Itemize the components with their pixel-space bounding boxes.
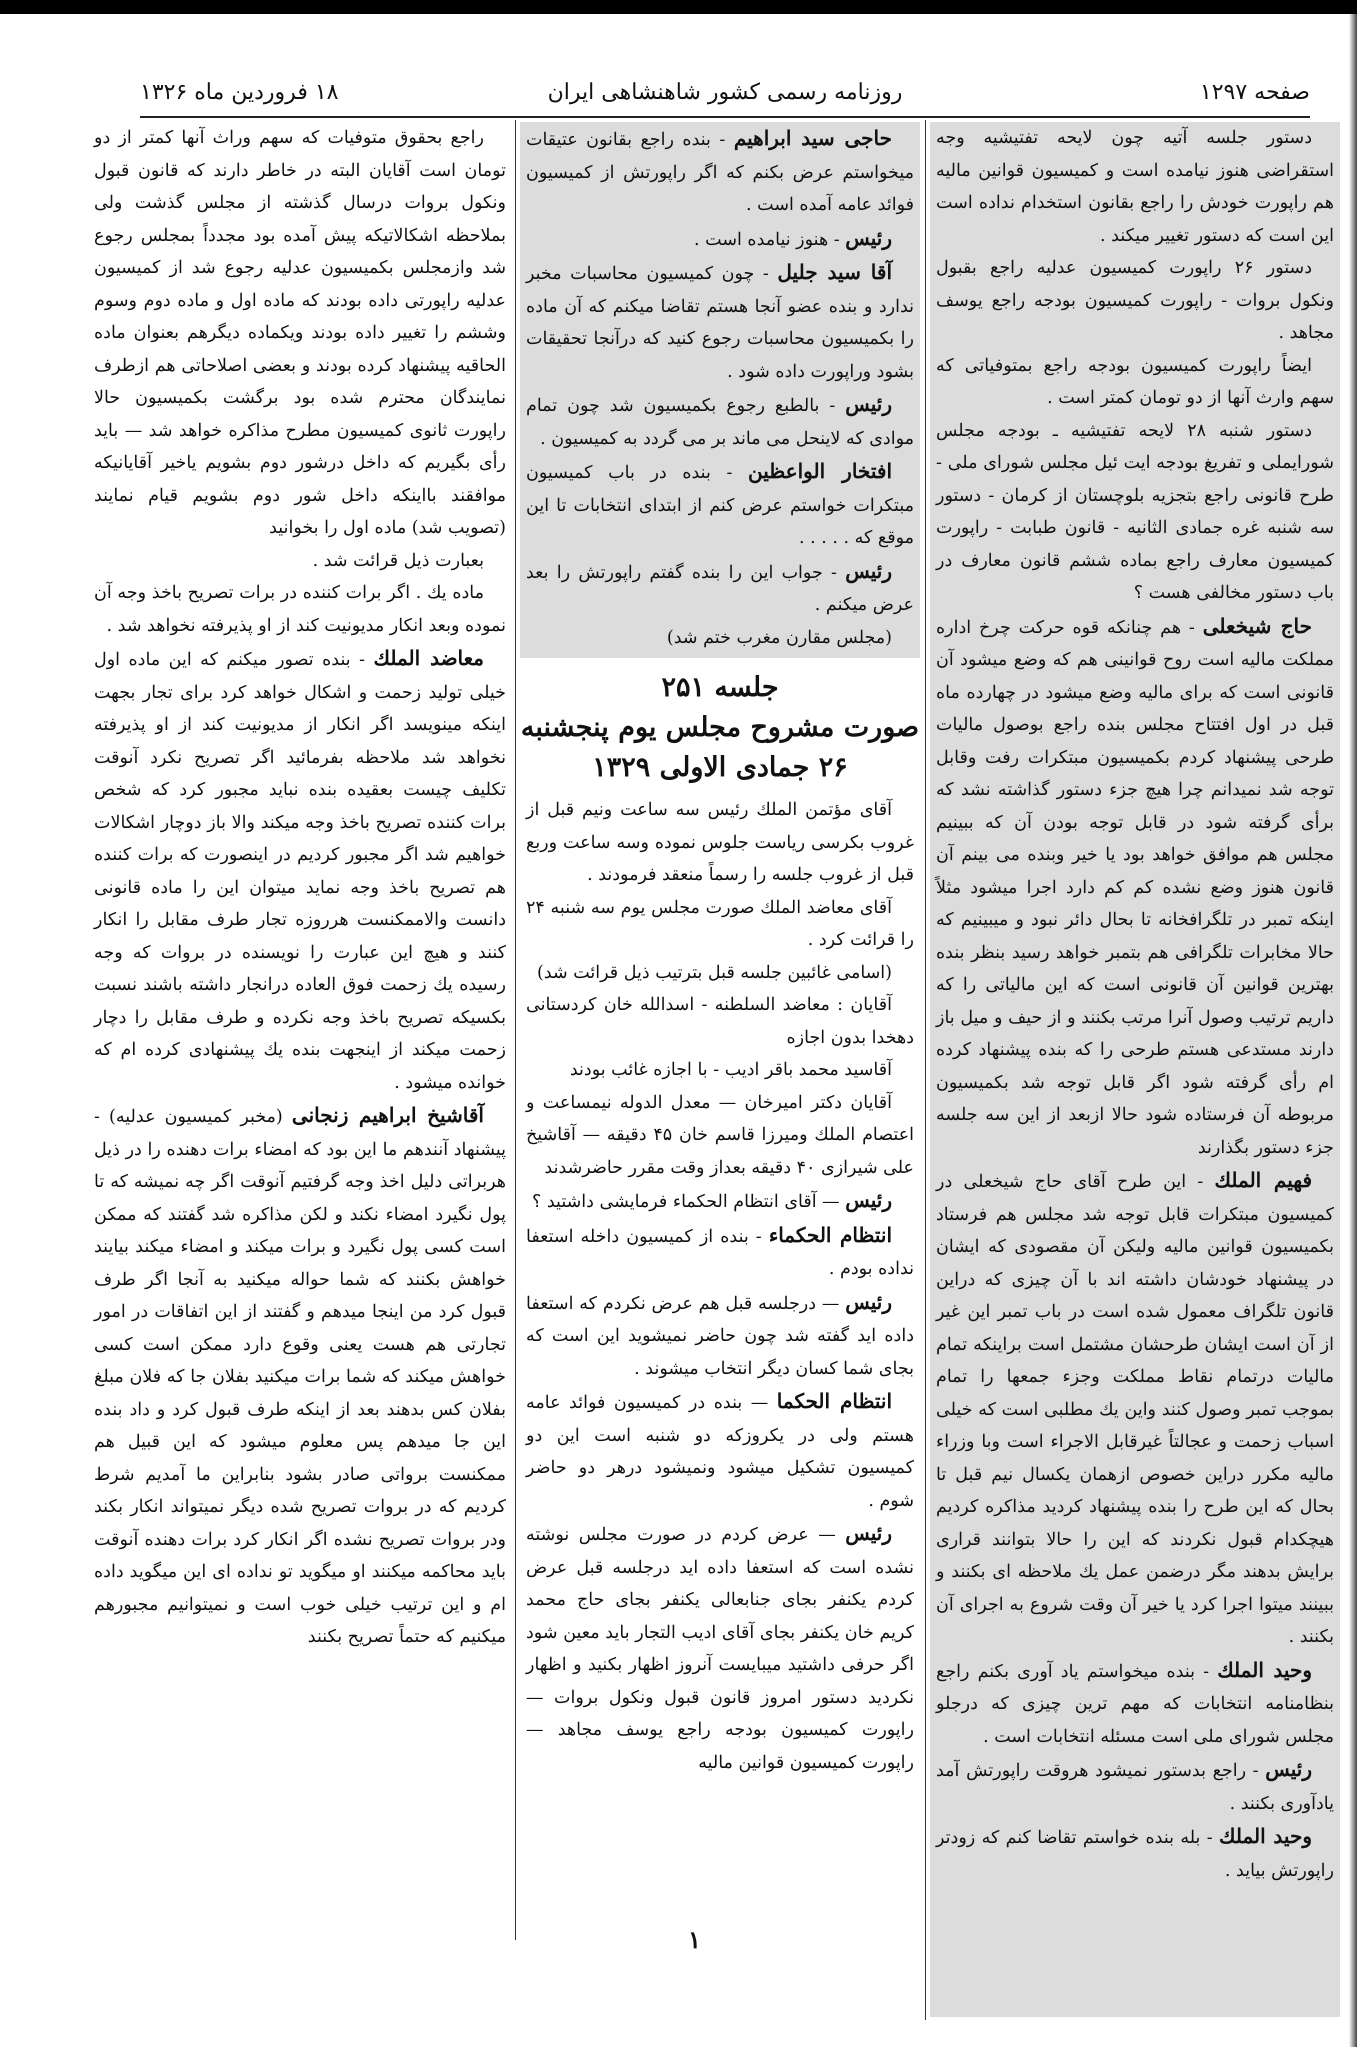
paragraph-text: آقای مؤتمن الملك رئیس سه ساعت ونیم قبل از غروب بکرسی ریاست جلوس نموده وسه ساعت وربع قبل از غروب جلسه را رسماً منعقد فرمودند . (526, 800, 914, 885)
paragraph-text: ایضاً راپورت کمیسیون بودجه راجع بمتوفیاتی که سهم وارث آنها از دو تومان کمتر است . (936, 355, 1334, 408)
speaker-name: رئیس (845, 558, 892, 583)
paragraph (94, 545, 506, 578)
paragraph-text: - هنوز نیامده است . (694, 229, 846, 250)
paragraph-text: - جواب این را بنده گفتم راپورتش را بعد عرض میکنم . (526, 562, 914, 615)
paragraph (94, 577, 506, 642)
paragraph (526, 1517, 914, 1779)
paragraph (936, 252, 1334, 350)
column-middle (520, 122, 920, 1922)
paragraph-text: — درجلسه قبل هم عرض نکردم که استعفا داده اید گفته شد چون حاضر نمیشوید این است که بجای شما کسان دیگر انتخاب میشوند . (526, 1293, 914, 1379)
scan-border-top (0, 0, 1357, 14)
paragraph (936, 610, 1334, 1165)
paragraph-text: - هم چنانکه قوه حرکت چرخ اداره مملکت مالیه است روح قوانینی هم که وضع میشود آن قانونی است که برای مالیه وضع میشود در چهارده ماه قبل در اول افتتاح مجلس بنده راجع بوصول مالیات طرحی پیشنهاد کردم بکمیسیون مبتکرات رفت وقابل توجه شد نمیدانم چرا هیچ جزء دستور گذاشته نشد که برأی گرفته شود در قابل توجه بودن آن که ببینیم مجلس هم موافق خواهد بود یا خیر وبنده می بینم آن قانون هنوز وضع نشده کم کم دارد اجرا میشود مثلاً اینکه تمبر در تلگرافخانه تا بحال دائر نبود و میبینیم که حالا مخابرات تلگرافی هم بتمبر خواهد رسید بنظر بنده بهترین قوانین آن قانونی است که این مالیاتی را که داریم ترتیب وصول آنرا مرتب بکنند و از حیف و میل باز دارند مستدعی هستم طرحی را که بنده پیشنهاد کرده ام رأی گرفته شود اگر قابل توجه شد بکمیسیون مربوطه آن فرستاده شود حالا ازبعد از این سه جلسه جزء دستور بگذارند (936, 617, 1334, 1158)
paragraph-text: - چون کمیسیون محاسبات مخبر ندارد و بنده عضو آنجا هستم تقاضا میکنم که آن ماده را بکمیسیون محاسبات رجوع کنید که درآنجا تحقیقات بشود وراپورت داده شود . (526, 264, 914, 382)
previous-session-end (520, 122, 920, 658)
paragraph (94, 642, 506, 1099)
column-left (90, 122, 510, 1922)
paragraph (526, 989, 914, 1054)
speaker-name: حاجی سید ابراهیم (733, 126, 892, 150)
paragraph (526, 455, 914, 555)
paragraph-text: دستور جلسه آتیه چون لایحه تفتیشیه وجه استقراضی هنوز نیامده است و کمیسیون قوانین مالیه هم راپورت خودش را راجع بقانون استخدام نداده است این است که دستور تغییر میکند . (936, 128, 1334, 246)
paragraph (526, 222, 914, 257)
paragraph (526, 1054, 914, 1087)
paragraph (526, 388, 914, 455)
paragraph-text: - این طرح آقای حاج شیخعلی در کمیسیون مبتکرات قابل توجه شد مجلس هم فرستاد بکمیسیون قوانین مالیه ولیکن آن مقصودی که ایشان در پیشنهاد خودشان داشته اند با آن چیزی که دراین قانون تلگراف معمول شده است در باب تمبر این غیر از آن است ایشان طرحشان مشتمل است براینکه تمام مالیات درتمام نقاط مملکت وجزء جمعها را تمام بموجب تمبر وصول کنند واین یك مطلبی است که خیلی اسباب زحمت و عجالتاً غیرقابل الاجراء است وبا وزراء مالیه مکرر دراین خصوص ازهمان یکسال نیم قبل تا بحال که این طرح را بنده پیشنهاد کردید مذاکره کردیم هیچکدام قبول نکردند که این را حالا بتوانند قراری برایش بدهند مگر درضمن عمل یك ملاحظه ای بکنند و ببینند میتوا اجرا کرد یا خیر آن وقت شروع به اجرای آن بکنند . (936, 1172, 1334, 1647)
speaker-name: انتظام الحکما (776, 1389, 893, 1413)
speaker-name: فهیم الملك (1214, 1168, 1313, 1192)
paragraph (526, 122, 914, 222)
paragraph-text: آقایان : معاضد السلطنه - اسدالله خان کردستانی دهخدا بدون اجازه (526, 995, 914, 1048)
speaker-name: معاضد الملك (373, 646, 485, 670)
paragraph (526, 892, 914, 957)
paragraph (526, 622, 914, 655)
paragraph-text: — آقای انتظام الحکماء فرمایشی داشتید ؟ (532, 1192, 846, 1212)
session-number: جلسه ۲۵۱ (661, 672, 779, 703)
paragraph-text: راجع بحقوق متوفیات که سهم وراث آنها کمتر از دو تومان است آقایان البته در خاطر دارند که قانون قبول ونکول بروات درسال گذشته از مجلس گذشت ولی بملاحظه اشکالاتیکه پیش آمده بود مجدداً بمجلس رجوع شد وازمجلس بکمیسیون عدلیه رجوع شد از کمیسیون عدلیه راپورتی داده بودند که ماده اول و ماده دوم وسوم وششم را تغییر داده بودند ویکماده دیگرهم بعنوان ماده الحاقیه پیشنهاد کرده بودند و بعضی اصلاحاتی هم ازطرف نمایندگان محترم شده بود برگشت بکمیسیون حالا راپورت ثانوی کمیسیون مطرح مذاکره خواهد شد — باید رأی بگیریم که داخل درشور دوم بشویم یاخیر آقایانیکه موافقند بااینکه داخل شور دوم بشویم قیام نمایند (تصویب شد) ماده اول را بخوانید (94, 128, 506, 538)
paragraph-text: - بنده از کمیسیون داخله استعفا نداده بودم . (526, 1226, 914, 1279)
paragraph-text: ماده یك . اگر برات کننده در برات تصریح باخذ وجه آن نموده وبعد انکار مدیونیت کند از او پذیرفته نخواهد شد . (94, 583, 506, 636)
paragraph (526, 256, 914, 388)
paragraph (526, 1385, 914, 1517)
speaker-name: رئیس (845, 392, 892, 416)
paragraph (526, 1286, 914, 1386)
paragraph-text: - بنده تصور میکنم که این ماده اول خیلی تولید زحمت و اشکال خواهد کرد برای تجار بجهت اینکه مینویسد اگر انکار از مدیونیت کند از او پذیرفته نخواهد شد ملاحظه بفرمائید اگر تصریح نکرد آنوقت تکلیف چیست بعقیده بنده نباید مجبور کرد که شخص برات کننده تصریح باخذ وجه میکند والا باز دوچار اشکالات خواهیم شد اگر مجبور کردیم در اینصورت که برات کننده هم تصریح باخذ وجه نماید میتوان این را ماده قانونی دانست والاممکنست هرروزه تجار طرف مقابل را انکار کنند و هیچ این عبارت را نویسنده در بروات که وجه رسیده یك زحمت فوق العاده درانجار داشته باشند نسبت بکسیکه تصریح باخذ وجه نکرده و طرف مقابل را دچار زحمت میکند از اینجهت بنده یك پیشنهادی کرده ام که خوانده میشود . (94, 650, 506, 1093)
speaker-name: حاج شیخعلی (1202, 613, 1312, 638)
paragraph (526, 957, 914, 990)
speaker-name: رئیس (845, 225, 892, 250)
column-right (930, 122, 1340, 2017)
speaker-name: رئیس (845, 1289, 892, 1314)
column-divider (925, 120, 926, 2020)
session-title: صورت مشروح مجلس یوم پنجشنبه (520, 712, 920, 743)
paragraph-text: بعبارت ذیل قرائت شد . (312, 550, 484, 571)
speaker-name: وحید الملك (1219, 1824, 1312, 1848)
speaker-name: آقا سید جلیل (777, 260, 893, 284)
speaker-name: وحید الملك (1217, 1657, 1312, 1682)
paragraph-text: آقاسید محمد باقر ادیب - با اجازه غائب بودند (569, 1060, 892, 1080)
session-minutes (520, 794, 920, 1779)
paragraph-text: — عرض کردم در صورت مجلس نوشته نشده است که استعفا داده اید درجلسه قبل عرض کردم یکنفر بجای جنابعالی یکنفر بجای حاج محمد کریم خان یکنفر بجای آقای ادیب التجار باید معین شود اگر حرفی داشتید میبایست آنروز اظهار بکنید و اظهار نکردید دستور امروز قانون قبول ونکول بروات — راپورت کمیسیون بودجه راجع یوسف مجاهد — راپورت کمیسیون قوانین مالیه (526, 1525, 914, 1773)
column-divider (515, 120, 516, 1940)
paragraph-text: دستور ۲۶ راپورت کمیسیون عدلیه راجع بقبول ونکول بروات - راپورت کمیسیون بودجه راجع یوسف مجاهد . (936, 258, 1334, 343)
newspaper-title: روزنامه رسمی کشور شاهنشاهی ایران (547, 80, 903, 105)
header-rule (140, 116, 1310, 118)
paragraph (526, 1184, 914, 1219)
paragraph (936, 1820, 1334, 1887)
paragraph (936, 1654, 1334, 1754)
paragraph (94, 1099, 506, 1654)
paragraph (936, 122, 1334, 252)
paragraph (526, 1087, 914, 1185)
speaker-name: رئیس (845, 1521, 892, 1545)
paragraph-text: — بنده در کمیسیون فوائد عامه هستم ولی در یکروزکه دو شنبه است این دو کمیسیون تشکیل میشود ونمیشود درهر دو حاضر شوم . (526, 1393, 914, 1511)
paragraph (526, 555, 914, 622)
scan-border-right (1349, 14, 1357, 2047)
paragraph-text: - بنده راجع بقانون عتیقات میخواستم عرض بکنم که اگر راپورتش از کمیسیون فوائد عامه آمده است . (526, 130, 914, 215)
issue-date: ۱۸ فروردین ماه ۱۳۲۶ (140, 80, 339, 105)
paragraph-text: آقای معاضد الملك صورت مجلس یوم سه شنبه ۲۴ را قرائت کرد . (526, 897, 914, 950)
page-label: صفحه ۱۲۹۷ (1199, 80, 1310, 105)
paragraph (936, 350, 1334, 415)
paragraph-text: (مجلس مقارن مغرب ختم شد) (666, 627, 892, 648)
page-number: ۱ (688, 1925, 701, 1954)
paragraph (936, 1164, 1334, 1654)
paragraph-text: (اسامی غائبین جلسه قبل بترتیب ذیل قرائت شد) (537, 962, 892, 983)
paragraph-text: - بالطبع رجوع بکمیسیون شد چون تمام موادی که لاینحل می ماند بر می گردد به کمیسیون . (526, 396, 914, 449)
paragraph (526, 1219, 914, 1286)
paragraph (94, 122, 506, 545)
session-heading (520, 658, 920, 794)
session-date: ۲۶ جمادی الاولی ۱۳۲۹ (592, 752, 848, 783)
speaker-name: آقاشیخ ابراهیم زنجانی (291, 1103, 484, 1127)
paragraph-text: (مخبر کمیسیون عدلیه) - پیشنهاد آنندهم ما این بود که امضاء برات دهنده را در ذیل هربراتی دلیل اخذ وجه گرفتیم آنوقت اگر چه نمیشه که تا پول نگیرد امضاء نکند و لکن مذاکره شد گفتند که ممکن است کسی پول نگیرد و برات میکند و امضاء میکند بیایند خواهش بکنند که شما حواله میکنید به آنجا اگر طرف قبول کرد من اینجا میدهم و گفتند از این اتفاقات در امور تجارتی هم هست یعنی وقوع دارد ممکن است کسی خواهش میکند که شما برات میکنید بفلان جا که فلان مبلغ بفلان کس بدهند بعد از اینکه طرف قبول کرد و داد بنده این جا میدهم پس معلوم میشود که این قبیل هم ممکنست برواتی صادر بشود بنابراین ما آمدیم شرط کردیم که در بروات تصریح شده دیگر نمیتواند انکار بکند ودر بروات تصریح نشده اگر انکار کرد برات دهنده آنوقت باید محاکمه میکنند او میگوید تو نداده ای این میگوید داده ام و این ترتیب خیلی خوب است و نمیتوانیم مجبورهم میکنیم که حتماً تصریح بکنند (94, 1107, 506, 1647)
speaker-name: افتخار الواعظین (748, 459, 892, 483)
speaker-name: انتظام الحکماء (768, 1222, 892, 1247)
paragraph (526, 794, 914, 892)
paragraph-text: دستور شنبه ۲۸ لایحه تفتیشیه ـ بودجه مجلس شورایملی و تفریغ بودجه ایت ئیل مجلس شورای ملی - طرح قانونی راجع بتجزیه بلوچستان از کرمان - دستور سه شنبه غره جمادی الثانیه - قانون طبابت - راپورت کمیسیون معارف راجع بماده ششم قانون معارف در باب دستور مخالفی هست ؟ (936, 420, 1334, 603)
speaker-name: رئیس (1265, 1757, 1312, 1781)
paragraph-text: - بله بنده خواستم تقاضا کنم که زودتر راپورتش بیاید . (936, 1828, 1334, 1881)
speaker-name: رئیس (845, 1188, 892, 1212)
page-header (140, 80, 1310, 114)
paragraph (936, 1753, 1334, 1820)
paragraph-text: - بنده میخواستم یاد آوری بکنم راجع بنظامنامه انتخابات که مهم ترین چیزی که درجلو مجلس شورای ملی است مسئله انتخابات است . (936, 1661, 1334, 1747)
paragraph-text: - بنده در باب کمیسیون مبتکرات خواستم عرض کنم از ابتدای انتخابات تا این موقع که . . . . . (526, 463, 914, 548)
paragraph-text: - راجع بدستور نمیشود هروقت راپورتش آمد یادآوری بکنند . (936, 1761, 1334, 1814)
paragraph (936, 415, 1334, 610)
paragraph-text: آقایان دکتر امیرخان — معدل الدوله نیمساعت و اعتصام الملك ومیرزا قاسم خان ۴۵ دقیقه — آقاشیخ علی شیرازی ۴۰ دقیقه بعداز وقت مقرر حاضرشدند (526, 1092, 914, 1178)
